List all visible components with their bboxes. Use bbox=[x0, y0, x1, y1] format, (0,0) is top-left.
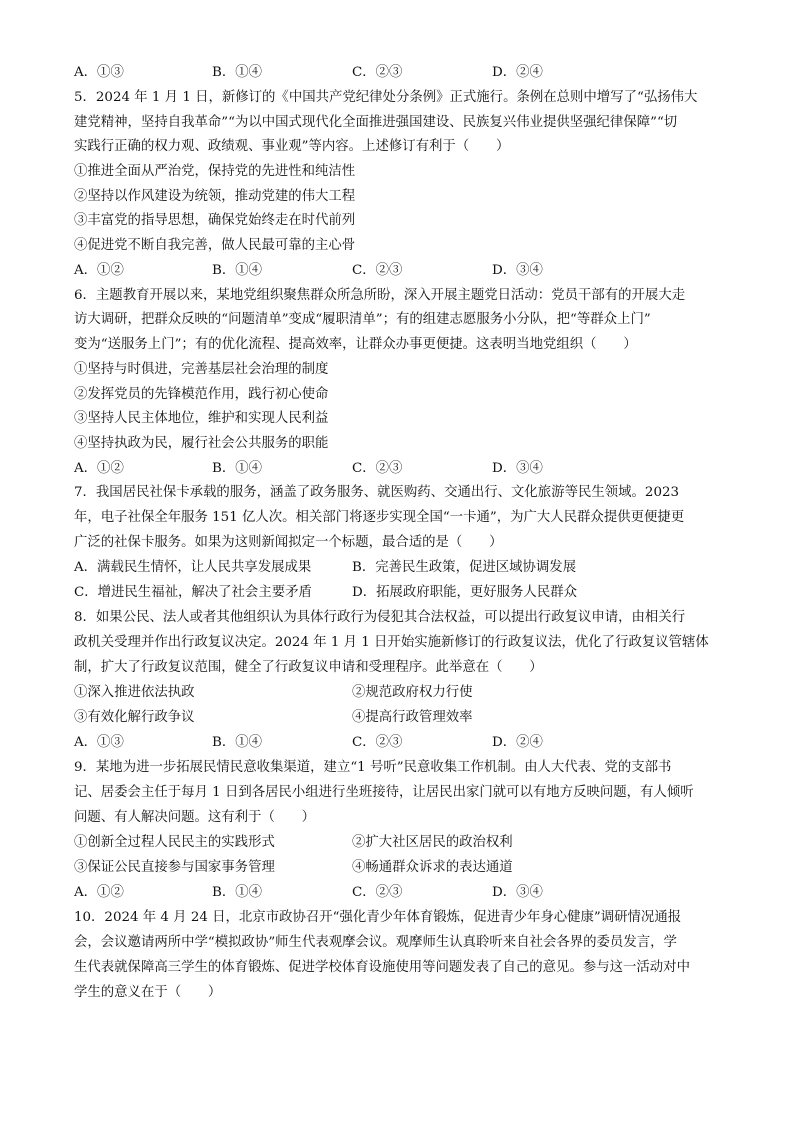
q9-stem-line-3: 问题、有人解决问题。这有利于（ ） bbox=[74, 810, 316, 825]
q5-stem-line-3: 实践行正确的权力观、政绩观、事业观”等内容。上述修订有利于（ ） bbox=[74, 139, 510, 154]
q5-option-b: B．①④ bbox=[212, 263, 263, 278]
q8-statement-3: ③有效化解行政争议 bbox=[74, 710, 195, 725]
q8-option-d: D．②④ bbox=[492, 735, 543, 750]
q8-option-c: C．②③ bbox=[352, 735, 403, 750]
q7-option-a: A．满载民生情怀，让人民共享发展成果 bbox=[74, 560, 312, 575]
q10-stem-line-2: 会，会议邀请两所中学“模拟政协”师生代表观摩会议。观摩师生认真聆听来自社会各界的委员发言，学 bbox=[74, 935, 677, 950]
q5-option-a: A．①② bbox=[74, 263, 124, 278]
q6-statement-3: ③坚持人民主体地位，维护和实现人民利益 bbox=[74, 411, 329, 426]
q10-stem-line-3: 生代表就保障高三学生的体育锻炼、促进学校体育设施使用等问题发表了自己的意见。参与这一活动对中 bbox=[74, 960, 690, 975]
q9-stem-line-1: 9．某地为进一步拓展民情民意收集渠道，建立“1 号听”民意收集工作机制。由人大代表、党的支部书 bbox=[74, 760, 672, 775]
q8-statement-1: ①深入推进依法执政 bbox=[74, 685, 195, 700]
q5-stem-line-2: 建党精神，坚持自我革命”“为以中国式现代化全面推进强国建设、民族复兴伟业提供坚强纪律保障”“切 bbox=[74, 115, 678, 130]
q6-statement-1: ①坚持与时俱进，完善基层社会治理的制度 bbox=[74, 362, 329, 377]
q6-option-b: B．①④ bbox=[212, 461, 263, 476]
q9-option-a: A．①② bbox=[74, 885, 124, 900]
q4-option-b: B．①④ bbox=[212, 65, 263, 80]
q5-statement-4: ④促进党不断自我完善，做人民最可靠的主心骨 bbox=[74, 238, 356, 253]
q8-option-b: B．①④ bbox=[212, 735, 263, 750]
q9-statement-4: ④畅通群众诉求的表达通道 bbox=[352, 860, 513, 875]
q9-option-c: C．②③ bbox=[352, 885, 403, 900]
q6-option-d: D．③④ bbox=[492, 461, 543, 476]
q7-stem-line-1: 7．我国居民社保卡承载的服务，涵盖了政务服务、就医购药、交通出行、文化旅游等民生领域。2023 bbox=[74, 485, 680, 500]
q8-stem-line-3: 制，扩大了行政复议范围，健全了行政复议申请和受理程序。此举意在（ ） bbox=[74, 660, 543, 675]
q6-statement-4: ④坚持执政为民，履行社会公共服务的职能 bbox=[74, 436, 329, 451]
q6-stem-line-2: 访大调研，把群众反映的“问题清单”变成“履职清单”；有的组建志愿服务小分队，把“等群众上门” bbox=[74, 312, 651, 327]
q9-statement-3: ③保证公民直接参与国家事务管理 bbox=[74, 860, 275, 875]
q6-option-c: C．②③ bbox=[352, 461, 403, 476]
q8-statement-2: ②规范政府权力行使 bbox=[352, 685, 473, 700]
q9-option-b: B．①④ bbox=[212, 885, 263, 900]
q8-stem-line-1: 8．如果公民、法人或者其他组织认为具体行政行为侵犯其合法权益，可以提出行政复议申请，由相关行 bbox=[74, 610, 686, 625]
q6-statement-2: ②发挥党员的先锋模范作用，践行初心使命 bbox=[74, 387, 329, 402]
q5-option-c: C．②③ bbox=[352, 263, 403, 278]
q4-option-d: D．②④ bbox=[492, 65, 543, 80]
q6-stem-line-1: 6．主题教育开展以来，某地党组织聚焦群众所急所盼，深入开展主题党日活动：党员干部有的开展大走 bbox=[74, 288, 686, 303]
q7-option-c: C．增进民生福祉，解决了社会主要矛盾 bbox=[74, 585, 312, 600]
q9-statement-1: ①创新全过程人民民主的实践形式 bbox=[74, 835, 275, 850]
q7-option-b: B．完善民生政策，促进区域协调发展 bbox=[352, 560, 577, 575]
q7-stem-line-2: 年，电子社保全年服务 151 亿人次。相关部门将逐步实现全国“一卡通”，为广大人民群众提供更便捷更 bbox=[74, 510, 685, 525]
q8-stem-line-2: 政机关受理并作出行政复议决定。2024 年 1 月 1 日开始实施新修订的行政复议法，优化了行政复议管辖体 bbox=[74, 635, 709, 650]
q10-stem-line-1: 10．2024 年 4 月 24 日，北京市政协召开“强化青少年体育锻炼，促进青少年身心健康”调研情况通报 bbox=[74, 910, 682, 925]
q5-statement-2: ②坚持以作风建设为统领，推动党建的伟大工程 bbox=[74, 189, 356, 204]
q8-statement-4: ④提高行政管理效率 bbox=[352, 710, 473, 725]
q9-stem-line-2: 记、居委会主任于每月 1 日到各居民小组进行坐班接待，让居民出家门就可以有地方反映问题，有人倾听 bbox=[74, 785, 694, 800]
q6-option-a: A．①② bbox=[74, 461, 124, 476]
q10-stem-line-4: 学生的意义在于（ ） bbox=[74, 985, 222, 1000]
q4-option-a: A．①③ bbox=[74, 65, 124, 80]
q5-statement-3: ③丰富党的指导思想，确保党始终走在时代前列 bbox=[74, 213, 356, 228]
q9-option-d: D．③④ bbox=[492, 885, 543, 900]
q5-stem-line-1: 5．2024 年 1 月 1 日，新修订的《中国共产党纪律处分条例》正式施行。条例在总则中增写了“弘扬伟大 bbox=[74, 90, 698, 105]
q7-option-d: D．拓展政府职能，更好服务人民群众 bbox=[352, 585, 577, 600]
q4-option-c: C．②③ bbox=[352, 65, 403, 80]
q5-option-d: D．③④ bbox=[492, 263, 543, 278]
q5-statement-1: ①推进全面从严治党，保持党的先进性和纯洁性 bbox=[74, 164, 356, 179]
q6-stem-line-3: 变为“送服务上门”；有的优化流程、提高效率，让群众办事更便捷。这表明当地党组织（ ） bbox=[74, 337, 637, 352]
q8-option-a: A．①③ bbox=[74, 735, 124, 750]
q7-stem-line-3: 广泛的社保卡服务。如果为这则新闻拟定一个标题，最合适的是（ ） bbox=[74, 535, 503, 550]
q9-statement-2: ②扩大社区居民的政治权利 bbox=[352, 835, 513, 850]
